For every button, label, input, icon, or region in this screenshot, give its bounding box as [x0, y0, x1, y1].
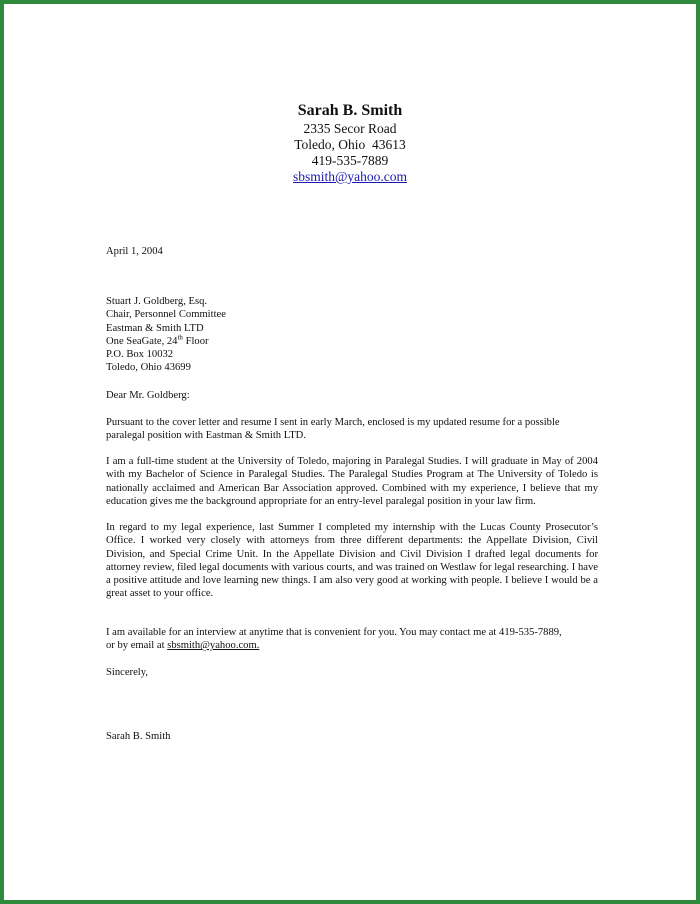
recipient-city-state-zip: Toledo, Ohio 43699 [106, 362, 191, 374]
recipient-address-post: Floor [182, 335, 209, 347]
sender-city-state-zip: Toledo, Ohio 43613 [294, 137, 406, 152]
recipient-name: Stuart J. Goldberg, Esq. [106, 296, 208, 307]
recipient-address-line [106, 335, 598, 348]
letter-date: April 1, 2004 [106, 246, 163, 257]
sender-street: 2335 Secor Road [303, 121, 397, 136]
recipient-address-sup: th [177, 333, 183, 342]
paragraph-4-line-2 [106, 639, 598, 652]
paragraph-4-line-1: I am available for an interview at anytime that is convenient for you. You may contact me at 419-535-7889, [106, 627, 562, 638]
salutation: Dear Mr. Goldberg: [106, 390, 190, 401]
letterhead [4, 101, 696, 185]
paragraph-4-line-2-text: or by email at [106, 640, 168, 652]
recipient-address [106, 295, 598, 375]
recipient-company: Eastman & Smith LTD [106, 322, 204, 334]
paragraph-4 [106, 626, 598, 653]
sender-email-link[interactable]: sbsmith@yahoo.com [292, 169, 408, 184]
paragraph-3: In regard to my legal experience, last Summer I completed my internship with the Lucas County Prosecutor’s Office. I worked very closely with attorneys from three different departments: the Appellate Division, Civil Division, and Special Crime Unit. In the Appellate Division and Civil Division I drafted legal documents for attorney review, filed legal documents with various courts, and was trained on Westlaw for legal researching. I have a positive attitude and love learning new things. I am also very good at working with people. I believe I would be a great asset to your office. [106, 522, 598, 600]
recipient-address-pre: One SeaGate, 24 [106, 335, 178, 347]
paragraph-2: I am a full-time student at the University of Toledo, majoring in Paralegal Studies. I will graduate in May of 2004 with my Bachelor of Science in Paralegal Studies. The Paralegal Studies Program at The University of Toledo is nationally acclaimed and American Bar Association approved. Combined with my experience, I believe that my education gives me the background appropriate for an entry-level paralegal position in your law firm. [106, 456, 598, 507]
recipient-title: Chair, Personnel Committee [106, 309, 226, 321]
contact-email-link[interactable]: sbsmith@yahoo.com. [167, 640, 260, 652]
sender-name: Sarah B. Smith [297, 102, 403, 119]
closing: Sincerely, [106, 667, 148, 678]
letter-page [4, 4, 696, 900]
recipient-po-box: P.O. Box 10032 [106, 349, 174, 361]
sender-phone: 419-535-7889 [311, 153, 389, 168]
paragraph-1: Pursuant to the cover letter and resume I sent in early March, enclosed is my updated resume for a possible paralegal position with Eastman & Smith LTD. [106, 417, 560, 442]
signature-name: Sarah B. Smith [106, 731, 171, 742]
